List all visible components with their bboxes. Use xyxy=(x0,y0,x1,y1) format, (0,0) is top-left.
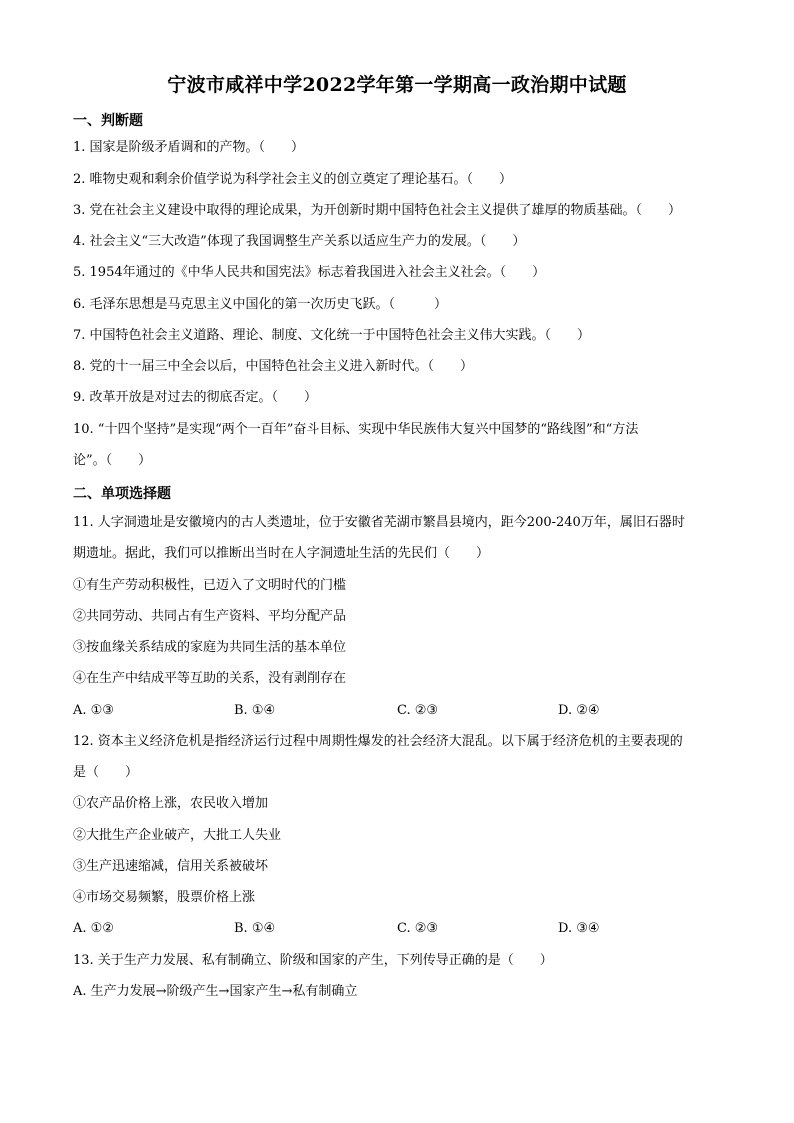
judgment-item-1: 1. 国家是阶级矛盾调和的产物。（ ） xyxy=(73,140,305,155)
judgment-item-10-continuation: 论”。（ ） xyxy=(73,453,152,468)
question-11-option-d: D. ②④ xyxy=(558,703,600,718)
judgment-item-4: 4. 社会主义“三大改造”体现了我国调整生产关系以适应生产力的发展。（ ） xyxy=(73,234,526,249)
question-12-option-b: B. ①④ xyxy=(234,921,276,936)
question-11-statement-2: ②共同劳动、共同占有生产资料、平均分配产品 xyxy=(73,609,347,624)
question-11-option-b: B. ①④ xyxy=(234,703,276,718)
page-title: 宁波市咸祥中学2022学年第一学期高一政治期中试题 xyxy=(167,74,627,96)
question-11-statement-4: ④在生产中结成平等互助的关系，没有剥削存在 xyxy=(73,671,347,686)
judgment-item-9: 9. 改革开放是对过去的彻底否定。（ ） xyxy=(73,390,318,405)
question-12-statement-3: ③生产迅速缩减，信用关系被破坏 xyxy=(73,859,269,874)
question-11-stem-line-1: 11. 人字洞遗址是安徽境内的古人类遗址，位于安徽省芜湖市繁昌县境内，距今200-240万年，属旧石器时 xyxy=(73,515,685,530)
question-13-stem: 13. 关于生产力发展、私有制确立、阶级和国家的产生，下列传导正确的是（ ） xyxy=(73,953,553,968)
question-12-statement-1: ①农产品价格上涨，农民收入增加 xyxy=(73,796,269,811)
question-11-option-a: A. ①③ xyxy=(73,703,114,718)
section-heading-judgment: 一、判断题 xyxy=(73,113,143,129)
judgment-item-6: 6. 毛泽东思想是马克思主义中国化的第一次历史飞跃。（ ） xyxy=(73,297,448,312)
judgment-item-7: 7. 中国特色社会主义道路、理论、制度、文化统一于中国特色社会主义伟大实践。（ ） xyxy=(73,328,591,343)
judgment-item-2: 2. 唯物史观和剩余价值学说为科学社会主义的创立奠定了理论基石。（ ） xyxy=(73,172,513,187)
judgment-item-8: 8. 党的十一届三中全会以后，中国特色社会主义进入新时代。（ ） xyxy=(73,359,474,374)
question-12-option-c: C. ②③ xyxy=(397,921,439,936)
question-12-option-a: A. ①② xyxy=(73,921,114,936)
judgment-item-10: 10. “十四个坚持”是实现“两个一百年”奋斗目标、实现中华民族伟大复兴中国梦的“路线图”和“方法 xyxy=(73,422,639,437)
question-11-statement-3: ③按血缘关系结成的家庭为共同生活的基本单位 xyxy=(73,640,347,655)
question-12-stem-line-1: 12. 资本主义经济危机是指经济运行过程中周期性爆发的社会经济大混乱。以下属于经济危机的主要表现的 xyxy=(73,734,683,749)
question-13-option-a: A. 生产力发展→阶级产生→国家产生→私有制确立 xyxy=(73,984,358,999)
question-12-option-d: D. ③④ xyxy=(558,921,600,936)
section-heading-single-choice: 二、单项选择题 xyxy=(73,486,171,502)
question-11-option-c: C. ②③ xyxy=(397,703,439,718)
question-12-statement-2: ②大批生产企业破产，大批工人失业 xyxy=(73,828,282,843)
question-11-stem-line-2: 期遗址。据此，我们可以推断出当时在人字洞遗址生活的先民们（ ） xyxy=(73,546,490,561)
judgment-item-3: 3. 党在社会主义建设中取得的理论成果，为开创新时期中国特色社会主义提供了雄厚的物质基础。（ ） xyxy=(73,203,682,218)
question-12-stem-line-2: 是（ ） xyxy=(73,765,139,780)
question-11-statement-1: ①有生产劳动积极性，已迈入了文明时代的门槛 xyxy=(73,578,347,593)
judgment-item-5: 5. 1954年通过的《中华人民共和国宪法》标志着我国进入社会主义社会。（ ） xyxy=(73,265,546,280)
question-12-statement-4: ④市场交易频繁，股票价格上涨 xyxy=(73,890,256,905)
